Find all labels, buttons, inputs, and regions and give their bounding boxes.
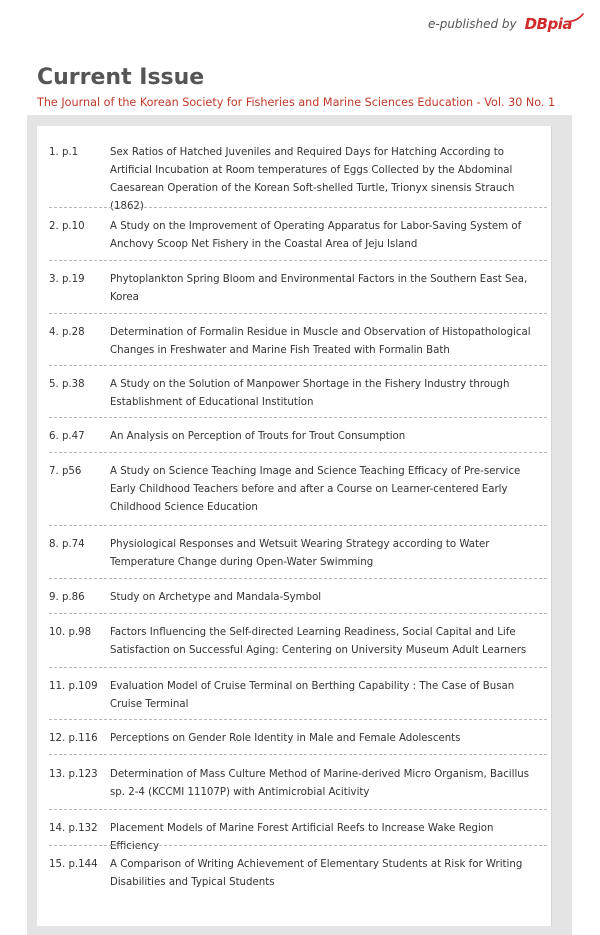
- article-list-frame: [27, 115, 572, 935]
- article-row[interactable]: [49, 324, 547, 360]
- article-title-link[interactable]: Study on Archetype and Mandala-Symbol: [110, 592, 322, 603]
- article-page-number: 8. p.74: [49, 539, 85, 550]
- row-divider: [49, 260, 547, 261]
- article-title-link[interactable]: Placement Models of Marine Forest Artificial Reefs to Increase Wake Region Efficiency: [110, 823, 494, 852]
- row-divider: [49, 452, 547, 453]
- article-title-link[interactable]: Physiological Responses and Wetsuit Wearing Strategy according to Water Temperature Change during Open-Water Swimming: [110, 539, 490, 568]
- article-title-link[interactable]: An Analysis on Perception of Trouts for Trout Consumption: [110, 431, 406, 442]
- row-divider: [49, 809, 547, 810]
- article-page-number: 14. p.132: [49, 823, 98, 834]
- article-row[interactable]: [49, 730, 547, 748]
- article-title-link[interactable]: A Study on Science Teaching Image and Science Teaching Efficacy of Pre-service Early Childhood Teachers before and after a Course on Learner-centered Early Childhood Science Education: [110, 466, 521, 513]
- row-divider: [49, 754, 547, 755]
- article-title-link[interactable]: Evaluation Model of Cruise Terminal on Berthing Capability : The Case of Busan Cruise Terminal: [110, 681, 515, 710]
- article-row[interactable]: [49, 218, 547, 254]
- row-divider: [49, 719, 547, 720]
- article-row[interactable]: [49, 856, 547, 892]
- row-divider: [49, 525, 547, 526]
- article-title-link[interactable]: Phytoplankton Spring Bloom and Environmental Factors in the Southern East Sea, Korea: [110, 274, 528, 303]
- row-divider: [49, 313, 547, 314]
- article-page-number: 6. p.47: [49, 431, 85, 442]
- article-row[interactable]: [49, 271, 547, 307]
- dbpia-logo-text: DBpia: [524, 15, 572, 33]
- article-row[interactable]: [49, 820, 547, 852]
- article-page-number: 4. p.28: [49, 327, 85, 338]
- article-title-link[interactable]: Determination of Mass Culture Method of Marine-derived Micro Organism, Bacillus sp. 2-4 (KCCMI 11107P) with Antimicrobial Acitivity: [110, 769, 530, 798]
- article-page-number: 15. p.144: [49, 859, 98, 870]
- article-page-number: 11. p.109: [49, 681, 98, 692]
- row-divider: [49, 667, 547, 668]
- row-divider: [49, 365, 547, 366]
- row-divider: [49, 417, 547, 418]
- article-title-link[interactable]: Perceptions on Gender Role Identity in Male and Female Adolescents: [110, 733, 461, 744]
- article-title-link[interactable]: Factors Influencing the Self-directed Learning Readiness, Social Capital and Life Satisfaction on Successful Aging: Centering on University Museum Adult Learners: [110, 627, 527, 656]
- article-row[interactable]: [49, 624, 547, 660]
- article-page-number: 13. p.123: [49, 769, 98, 780]
- article-row[interactable]: [49, 428, 547, 446]
- article-title-link[interactable]: A Study on the Solution of Manpower Shortage in the Fishery Industry through Establishment of Educational Institution: [110, 379, 510, 408]
- row-divider: [49, 845, 547, 846]
- article-row[interactable]: [49, 376, 547, 412]
- page-title: Current Issue: [37, 65, 205, 90]
- logo-swoosh-icon: [570, 13, 584, 23]
- article-page-number: 7. p56: [49, 466, 82, 477]
- row-divider: [49, 613, 547, 614]
- article-row[interactable]: [49, 766, 547, 802]
- publisher-bar: [428, 12, 572, 36]
- article-title-link[interactable]: A Study on the Improvement of Operating Apparatus for Labor-Saving System of Anchovy Scoop Net Fishery in the Coastal Area of Jeju Island: [110, 221, 522, 250]
- page-header: [37, 64, 555, 111]
- article-page-number: 10. p.98: [49, 627, 92, 638]
- article-page-number: 3. p.19: [49, 274, 85, 285]
- article-row[interactable]: [49, 678, 547, 714]
- article-title-link[interactable]: Determination of Formalin Residue in Muscle and Observation of Histopathological Changes in Freshwater and Marine Fish Treated with Formalin Bath: [110, 327, 531, 356]
- article-page-number: 1. p.1: [49, 147, 79, 158]
- row-divider: [49, 207, 547, 208]
- journal-subtitle: The Journal of the Korean Society for Fisheries and Marine Sciences Education - Vol. 30 No. 1: [37, 96, 556, 109]
- article-row[interactable]: [49, 144, 547, 212]
- article-page-number: 2. p.10: [49, 221, 85, 232]
- article-page-number: 9. p.86: [49, 592, 85, 603]
- article-row[interactable]: [49, 536, 547, 572]
- row-divider: [49, 578, 547, 579]
- article-row[interactable]: [49, 589, 547, 607]
- article-title-link[interactable]: A Comparison of Writing Achievement of Elementary Students at Risk for Writing Disabilities and Typical Students: [110, 859, 523, 888]
- epublished-label: e-published by: [427, 17, 517, 31]
- article-row[interactable]: [49, 463, 547, 517]
- article-title-link[interactable]: Sex Ratios of Hatched Juveniles and Required Days for Hatching According to Artificial Incubation at Room temperatures of Eggs Collected by the Abdominal Caesarean Operation of the Korean Soft-shelled Turtle, Trionyx sinensis Strauch (1862): [110, 147, 515, 212]
- article-page-number: 5. p.38: [49, 379, 85, 390]
- article-page-number: 12. p.116: [49, 733, 98, 744]
- dbpia-logo[interactable]: [525, 15, 572, 33]
- article-list: [37, 126, 552, 926]
